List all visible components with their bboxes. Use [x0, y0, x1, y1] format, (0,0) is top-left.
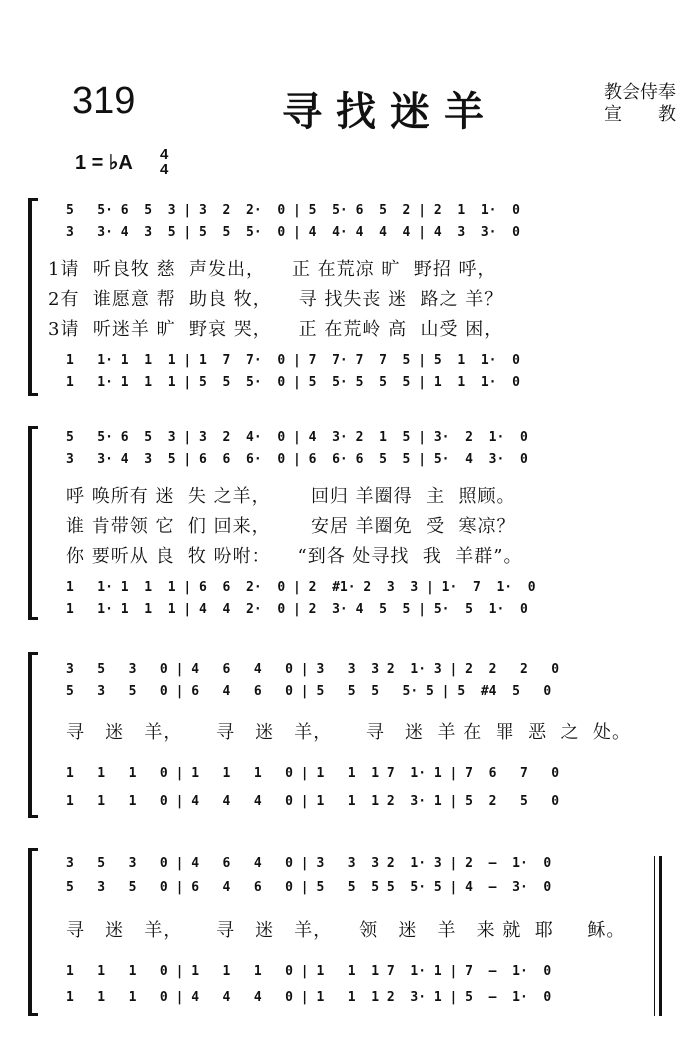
upper-voice-2	[44, 452, 664, 474]
time-signature-bottom: 4	[160, 161, 169, 178]
lower-voice-2	[44, 990, 664, 1012]
system-2	[44, 430, 664, 620]
author-line-1: 教会侍奉	[604, 82, 676, 103]
hymn-number: 319	[72, 80, 136, 122]
lower-voice-2	[44, 794, 664, 816]
lyric-verse-2: 谁 肯带领 它 们 回来， 安居 羊圈免 受 寒凉？	[66, 516, 516, 537]
lyric-chorus: 寻 迷 羊， 寻 迷 羊， 寻 迷 羊 在 罪 恶 之 处。	[66, 722, 631, 743]
notation-line: 1 1· 1 1 1 | 4 4 2· 0 | 2 3· 4 5 5 | 5· 5 1· 0	[66, 602, 528, 617]
lower-voice-1	[44, 766, 664, 788]
system-1	[44, 203, 664, 393]
notation-line: 5 3 5 0 | 6 4 6 0 | 5 5 5 5 5· 5 | 4 – 3· 0	[66, 880, 552, 895]
notation-line: 1 1· 1 1 1 | 1 7 7· 0 | 7 7· 7 7 5 | 5 1 1· 0	[66, 353, 520, 368]
upper-voice-2	[44, 225, 664, 247]
lyric-verse-1: 1请 听良牧 慈 声发出， 正 在荒凉 旷 野招 呼，	[48, 259, 497, 280]
notation-line: 1 1 1 0 | 4 4 4 0 | 1 1 1 2 3· 1 | 5 – 1· 0	[66, 990, 552, 1005]
notation-line: 1 1 1 0 | 1 1 1 0 | 1 1 1 7 1· 1 | 7 6 7 0	[66, 766, 560, 781]
upper-voice-2	[44, 684, 664, 706]
lyric-verse-1: 呼 唤所有 迷 失 之羊， 回归 羊圈得 主 照顾。	[66, 486, 516, 507]
lyric-chorus: 寻 迷 羊， 寻 迷 羊， 领 迷 羊 来 就 耶 稣。	[66, 920, 626, 941]
upper-voice-2	[44, 880, 664, 902]
notation-line: 3 5 3 0 | 4 6 4 0 | 3 3 3 2 1· 3 | 2 2 2 0	[66, 662, 560, 677]
notation-line: 3 3· 4 3 5 | 6 6 6· 0 | 6 6· 6 5 5 | 5· 4 3· 0	[66, 452, 528, 467]
system-4	[44, 856, 664, 1016]
system-brace	[28, 652, 32, 818]
lyric-verse-2: 2有 谁愿意 帮 助良 牧， 寻 找失丧 迷 路之 羊？	[48, 289, 504, 310]
author-line-2b: 教	[658, 104, 676, 125]
notation-line: 3 5 3 0 | 4 6 4 0 | 3 3 3 2 1· 3 | 2 – 1· 0	[66, 856, 552, 871]
author-line-2	[604, 104, 676, 126]
system-brace	[28, 426, 32, 620]
lyric-verse-3: 你 要听从 良 牧 吩咐： “到各 处寻找 我 羊群”。	[66, 546, 523, 567]
time-signature	[160, 147, 168, 177]
final-barline-thick	[659, 856, 662, 1016]
lower-voice-2	[44, 602, 664, 624]
upper-voice-1	[44, 856, 664, 878]
lower-voice-1	[44, 580, 664, 602]
upper-voice-1	[44, 662, 664, 684]
hymn-title: 寻找迷羊	[282, 88, 498, 135]
author-credit	[604, 82, 676, 126]
lower-voice-1	[44, 353, 664, 375]
author-line-2a: 宣	[604, 104, 622, 125]
upper-voice-1	[44, 430, 664, 452]
time-signature-top: 4	[160, 146, 169, 163]
notation-line: 3 3· 4 3 5 | 5 5 5· 0 | 4 4· 4 4 4 | 4 3 3· 0	[66, 225, 520, 240]
final-barline-thin	[654, 856, 655, 1016]
notation-line: 1 1 1 0 | 4 4 4 0 | 1 1 1 2 3· 1 | 5 2 5 0	[66, 794, 560, 809]
lower-voice-2	[44, 375, 664, 397]
system-3	[44, 662, 664, 818]
notation-line: 5 3 5 0 | 6 4 6 0 | 5 5 5 5· 5 | 5 #4 5 0	[66, 684, 552, 699]
notation-line: 1 1· 1 1 1 | 6 6 2· 0 | 2 #1· 2 3 3 | 1· 7 1· 0	[66, 580, 536, 595]
notation-line: 1 1 1 0 | 1 1 1 0 | 1 1 1 7 1· 1 | 7 – 1· 0	[66, 964, 552, 979]
upper-voice-1	[44, 203, 664, 225]
notation-line: 5 5· 6 5 3 | 3 2 2· 0 | 5 5· 6 5 2 | 2 1 1· 0	[66, 203, 520, 218]
system-brace	[28, 198, 32, 396]
key-signature: 1 = ♭A	[75, 152, 133, 174]
system-brace	[28, 848, 32, 1016]
notation-line: 5 5· 6 5 3 | 3 2 4· 0 | 4 3· 2 1 5 | 3· 2 1· 0	[66, 430, 528, 445]
lyric-verse-3: 3请 听迷羊 旷 野哀 哭， 正 在荒岭 高 山受 困，	[48, 319, 504, 340]
notation-line: 1 1· 1 1 1 | 5 5 5· 0 | 5 5· 5 5 5 | 1 1 1· 0	[66, 375, 520, 390]
lower-voice-1	[44, 964, 664, 986]
